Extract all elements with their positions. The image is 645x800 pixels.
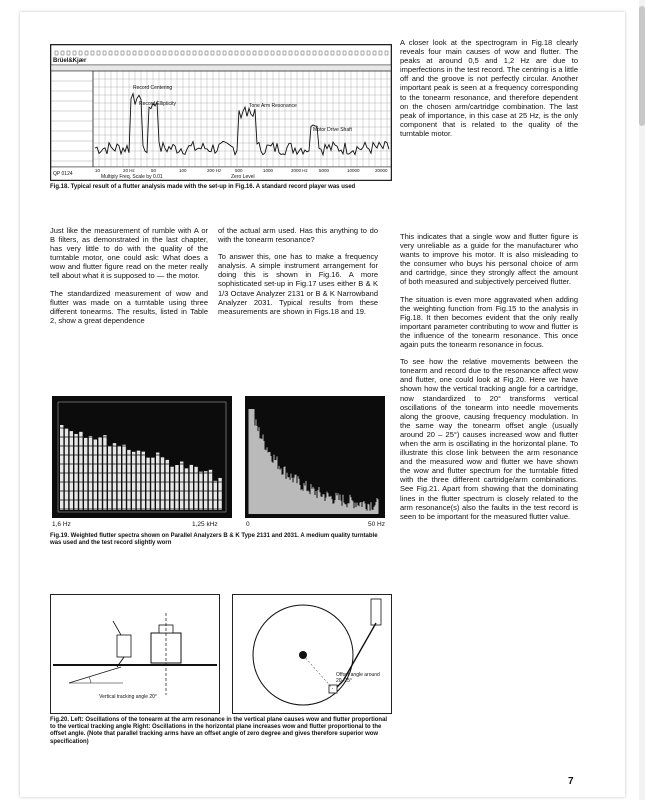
column-3 — [400, 232, 578, 529]
col3-para-2: The situation is even more aggravated when adding the weighting function from Fig.15 to the analysis in Fig.18. It then becomes evident that the only really important parameter contributing to wow and flutter is the influence of the tonearm resonance. This once again puts the tonearm resonance in focus. — [400, 294, 578, 350]
fig18-x-tick: 20 Hz — [123, 168, 135, 173]
fig18-label-motor-drive-shaft: Motor Drive Shaft — [313, 127, 352, 133]
fig18-footer-zero: Zero Level — [231, 174, 255, 180]
column-1 — [50, 226, 208, 333]
fig18-graph — [51, 45, 391, 180]
fig18-x-tick: 100 — [179, 168, 187, 173]
col1-para-2: The standardized measurement of wow and flutter was made on a turntable using three different tonearms. The results, listed in Table 2, show a great dependence — [50, 288, 208, 325]
fig18-x-tick: 2000 Hz — [291, 168, 308, 173]
document-page — [20, 12, 625, 797]
fig18-x-tick: 5000 — [319, 168, 330, 173]
fig18-x-tick: 20000 — [375, 168, 388, 173]
fig19-left-axis-start: 1,6 Hz — [52, 521, 71, 528]
fig19-right-axis-start: 0 — [246, 521, 250, 528]
fig18-footer-mid: Multiply Freq. Scale by 0.01 — [101, 174, 163, 180]
fig18-label-tone-arm-resonance: Tone Arm Resonance — [249, 103, 297, 109]
scrollbar-track[interactable] — [639, 0, 645, 800]
fig20-caption: Fig.20. Left: Oscillations of the tonearm at the arm resonance in the vertical plane causes wow and flutter proportional to the vertical tracking angle Right: Oscillations in the horizontal plane increases wow and flutter proportional to the offset angle. (Note that parallel tracking arms have an offset angle of zero degree and gives therefore superior wow specification) — [50, 717, 388, 745]
col2-para-2: To answer this, one has to make a frequency analysis. A simple instrument arrangement for doing this is shown in Fig.16. A more sophisticated set-up in Fig.17 uses either B & K 1/3 Octave Analyzer 2131 or B & K Narrowband Analyzer 2031. Typical results from these measurements are shown in Figs.18 and 19. — [218, 252, 378, 316]
fig20-label-vertical: Vertical tracking angle 20° — [99, 694, 157, 700]
fig19-left-graph — [52, 396, 232, 518]
fig18-x-tick: 200 Hz — [207, 168, 222, 173]
fig18-brand: Brüel&Kjær — [53, 58, 87, 64]
fig19-right-axis-end: 50 Hz — [368, 521, 385, 528]
right-top-paragraph: A closer look at the spectrogram in Fig.18 clearly reveals four main causes of wow and flutter. The peaks at around 0,5 and 1,2 Hz are due to imperfections in the test record. The centring is a little off and the groove is not perfectly circular. Another important peak is seen at a frequency corresponding to the tonearm resonance, and therefore dependent on the chosen arm/cartridge combination. The last peak of importance, in this case at 25 Hz, is the only component that is related to the quality of the turntable motor. — [400, 38, 578, 138]
fig19-caption: Fig.19. Weighted flutter spectra shown on Parallel Analyzers B & K Type 2131 and 2031. A medium quality turntable was used and the test record slightly worn — [50, 533, 378, 547]
scrollbar-thumb[interactable] — [639, 6, 645, 126]
fig19-right-spectrum — [245, 396, 385, 518]
fig18-footer-left: QP 0124 — [53, 171, 73, 177]
fig18-x-tick: 50 — [151, 168, 157, 173]
fig19-left-spectrum — [52, 396, 232, 518]
fig20-right-drawing — [233, 595, 391, 713]
page-number: 7 — [568, 776, 574, 787]
col1-para-1: Just like the measurement of rumble with A or B filters, as demonstrated in the last chapter, has very little to do with the quality of the turntable motor, one could ask: What does a wow and flutter figure read on the meter really tell about what it is supposed to — the motor. — [50, 226, 208, 281]
fig18-caption: Fig.18. Typical result of a flutter analysis made with the set-up in Fig.16. A standard record player was used — [50, 184, 356, 190]
col3-para-3: To see how the relative movements between the tonearm and record due to the resonance affect wow and flutter, one could look at Fig.20. Here we have shown how the vertical tracking angle for a cartridge, now standardized to 20° transforms vertical oscillations of the tonearm into needle movements along the groove, causing frequency modulation. In the same way the tonearm offset angle (usually around 20 – 25°) causes increased wow and flutter when the arm is oscillating in the horizontal plane. To illustrate this close link between the arm resonance and the measured wow and flutter we have shown the wow and flutter spectrum for the turntable fitted with the three different cartridge/arm combinations. See Fig.21. Apart from showing that the dominating lines in the flutter spectrum is closely related to the arm resonance(s) also the faults in the test record is seen to be important for the measured flutter value. — [400, 357, 578, 521]
fig18-chart — [50, 44, 392, 181]
col2-para-1: of the actual arm used. Has this anything to do with the tonearm resonance? — [218, 226, 378, 245]
fig18-x-tick: 10 — [95, 168, 101, 173]
fig20-right-diagram — [232, 594, 392, 714]
fig19-right-graph — [245, 396, 385, 518]
fig18-label-record-ellipticity: Record Ellipticity — [139, 101, 176, 107]
fig18-label-record-centering: Record Centering — [133, 85, 173, 91]
fig19-left-axis-end: 1,25 kHz — [192, 521, 218, 528]
column-2 — [218, 226, 378, 324]
fig20-label-offset: Offset angle around 20–25° — [336, 672, 380, 684]
fig18-x-tick: 500 — [235, 168, 243, 173]
fig18-x-tick: 10000 — [347, 168, 360, 173]
fig18-x-tick: 1000 — [263, 168, 274, 173]
col3-para-1: This indicates that a single wow and flutter figure is very unreliable as a guide for the manufacturer who wants to improve his motor. It is also misleading to the consumer who buys his personal choice of arm and cartridge, since they strongly affect the amount of both measured and subjectively perceived flutter. — [400, 232, 578, 287]
